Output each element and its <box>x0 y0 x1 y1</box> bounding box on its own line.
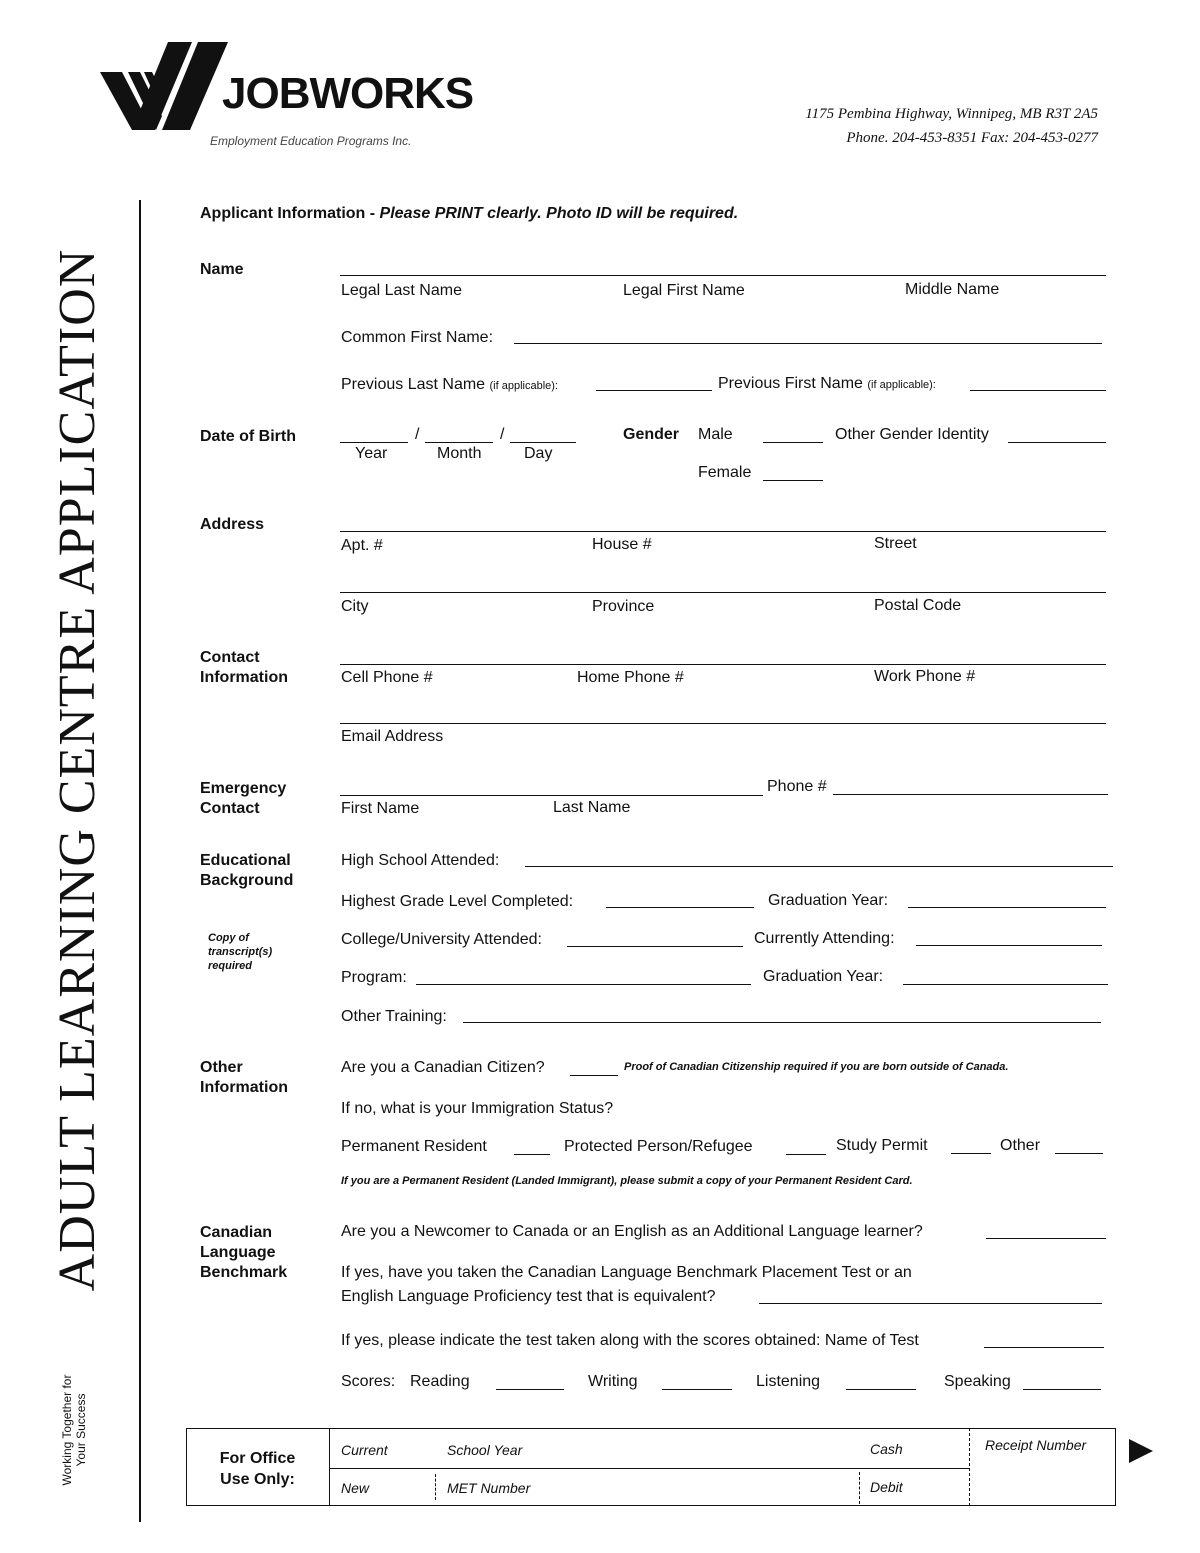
speaking-score-field[interactable] <box>1023 1389 1101 1390</box>
office-use-divider-v4 <box>435 1474 436 1500</box>
other-training-field[interactable] <box>463 1022 1101 1023</box>
street-label: Street <box>874 535 917 552</box>
scores-label: Scores: <box>341 1373 396 1390</box>
previous-first-name-label: Previous First Name (if applicable): <box>718 375 936 392</box>
email-field[interactable] <box>340 723 1106 724</box>
name-section-label: Name <box>200 261 244 278</box>
high-school-field[interactable] <box>525 866 1113 867</box>
dob-month-label: Month <box>437 445 482 462</box>
address-section-label: Address <box>200 516 265 533</box>
office-use-divider-h <box>329 1468 969 1469</box>
side-title: ADULT LEARNING CENTRE APPLICATION <box>49 248 106 1292</box>
graduation-year-field-1[interactable] <box>908 907 1106 908</box>
gender-other-label: Other Gender Identity <box>835 426 989 443</box>
contact-section-label: Contact Information <box>200 649 288 686</box>
gender-female-label: Female <box>698 464 752 481</box>
gender-label: Gender <box>623 426 680 443</box>
office-current-label: Current <box>341 1442 388 1458</box>
clb-test-question-line-1: If yes, have you taken the Canadian Language Benchmark Placement Test or an <box>341 1264 912 1281</box>
dob-day-field[interactable] <box>510 442 576 443</box>
logo-subtitle: Employment Education Programs Inc. <box>210 134 412 148</box>
apt-label: Apt. # <box>341 537 383 554</box>
previous-last-name-field[interactable] <box>596 390 712 391</box>
address-line-2-field[interactable] <box>340 592 1106 593</box>
permanent-resident-note: If you are a Permanent Resident (Landed Immigrant), please submit a copy of your Permanent Resident Card. <box>341 1175 913 1187</box>
province-label: Province <box>592 598 655 615</box>
college-field[interactable] <box>567 946 743 947</box>
name-input-line[interactable] <box>340 275 1106 276</box>
office-receipt-label: Receipt Number <box>985 1437 1087 1453</box>
postal-code-label: Postal Code <box>874 597 962 614</box>
protected-person-field[interactable] <box>786 1154 826 1155</box>
writing-label: Writing <box>588 1373 638 1390</box>
clb-test-field[interactable] <box>759 1303 1102 1304</box>
reading-label: Reading <box>410 1373 470 1390</box>
dob-month-field[interactable] <box>425 442 493 443</box>
emergency-phone-label: Phone # <box>767 778 827 795</box>
middle-name-label: Middle Name <box>905 281 1000 298</box>
dob-year-field[interactable] <box>340 442 408 443</box>
speaking-label: Speaking <box>944 1373 1011 1390</box>
legal-last-name-label: Legal Last Name <box>341 282 462 299</box>
side-rule <box>139 200 141 1522</box>
cell-phone-label: Cell Phone # <box>341 669 433 686</box>
gender-male-label: Male <box>698 426 733 443</box>
form-heading: Applicant Information - Please PRINT clearly. Photo ID will be required. <box>200 205 739 222</box>
phones-field[interactable] <box>340 664 1106 665</box>
logo-mark-icon <box>100 42 235 132</box>
emergency-last-name-label: Last Name <box>553 799 631 816</box>
office-use-divider-v3 <box>859 1472 860 1504</box>
house-label: House # <box>592 536 652 553</box>
listening-label: Listening <box>756 1373 821 1390</box>
program-field[interactable] <box>416 984 751 985</box>
organization-phone: Phone. 204-453-8351 Fax: 204-453-0277 <box>846 130 1098 146</box>
office-school-year-label: School Year <box>447 1442 523 1458</box>
legal-first-name-label: Legal First Name <box>623 282 745 299</box>
emergency-name-field[interactable] <box>340 795 763 796</box>
college-label: College/University Attended: <box>341 931 542 948</box>
study-permit-field[interactable] <box>951 1153 991 1154</box>
test-name-field[interactable] <box>984 1347 1104 1348</box>
office-new-label: New <box>341 1480 370 1496</box>
newcomer-question: Are you a Newcomer to Canada or an English as an Additional Language learner? <box>341 1223 923 1240</box>
dob-section-label: Date of Birth <box>200 428 296 445</box>
clb-test-question-line-2: English Language Proficiency test that is equivalent? <box>341 1288 716 1305</box>
study-permit-label: Study Permit <box>836 1137 928 1154</box>
organization-address: 1175 Pembina Highway, Winnipeg, MB R3T 2A5 <box>805 106 1098 122</box>
graduation-year-label-1: Graduation Year: <box>768 892 889 909</box>
side-tagline: Working Together for Your Success <box>60 1374 88 1486</box>
previous-first-name-field[interactable] <box>970 390 1106 391</box>
dob-slash-2: / <box>500 426 505 443</box>
highest-grade-label: Highest Grade Level Completed: <box>341 893 574 910</box>
address-line-1-field[interactable] <box>340 531 1106 532</box>
citizen-question: Are you a Canadian Citizen? <box>341 1059 545 1076</box>
dob-slash-1: / <box>415 426 420 443</box>
common-first-name-field[interactable] <box>514 343 1102 344</box>
logo-text: JOBWORKS <box>222 69 474 118</box>
high-school-label: High School Attended: <box>341 852 500 869</box>
citizen-field[interactable] <box>570 1075 618 1076</box>
office-use-label: For Office Use Only: <box>219 1450 296 1488</box>
emergency-phone-field[interactable] <box>833 794 1108 795</box>
other-training-label: Other Training: <box>341 1008 447 1025</box>
reading-score-field[interactable] <box>496 1389 564 1390</box>
email-label: Email Address <box>341 728 444 745</box>
previous-last-name-label: Previous Last Name (if applicable): <box>341 376 558 393</box>
permanent-resident-field[interactable] <box>514 1154 550 1155</box>
work-phone-label: Work Phone # <box>874 668 976 685</box>
permanent-resident-label: Permanent Resident <box>341 1138 487 1155</box>
home-phone-label: Home Phone # <box>577 669 684 686</box>
office-met-label: MET Number <box>447 1480 531 1496</box>
city-label: City <box>341 598 369 615</box>
immigration-status-question: If no, what is your Immigration Status? <box>341 1100 614 1117</box>
jobworks-logo <box>100 42 500 152</box>
gender-other-field[interactable] <box>1008 442 1106 443</box>
newcomer-field[interactable] <box>986 1238 1106 1239</box>
citizen-note: Proof of Canadian Citizenship required if you are born outside of Canada. <box>624 1061 1009 1073</box>
listening-score-field[interactable] <box>846 1389 916 1390</box>
clb-section-label: Canadian Language Benchmark <box>200 1224 288 1281</box>
office-cash-label: Cash <box>870 1441 903 1457</box>
office-debit-label: Debit <box>870 1479 903 1495</box>
graduation-year-label-2: Graduation Year: <box>763 968 884 985</box>
other-status-label: Other <box>1000 1137 1041 1154</box>
transcript-note: Copy of transcript(s) required <box>208 932 273 972</box>
emergency-section-label: Emergency Contact <box>200 780 287 817</box>
other-info-section-label: Other Information <box>200 1059 288 1096</box>
office-use-divider-v1 <box>329 1428 330 1506</box>
graduation-year-field-2[interactable] <box>903 984 1108 985</box>
program-label: Program: <box>341 969 407 986</box>
test-name-question: If yes, please indicate the test taken along with the scores obtained: Name of Test <box>341 1332 919 1349</box>
currently-attending-field[interactable] <box>916 945 1102 946</box>
writing-score-field[interactable] <box>662 1389 732 1390</box>
office-use-divider-v2 <box>969 1428 970 1506</box>
emergency-first-name-label: First Name <box>341 800 420 817</box>
highest-grade-field[interactable] <box>606 907 754 908</box>
protected-person-label: Protected Person/Refugee <box>564 1138 753 1155</box>
other-status-field[interactable] <box>1055 1153 1103 1154</box>
gender-female-field[interactable] <box>763 480 823 481</box>
currently-attending-label: Currently Attending: <box>754 930 895 947</box>
gender-male-field[interactable] <box>763 442 823 443</box>
dob-year-label: Year <box>355 445 388 462</box>
education-section-label: Educational Background <box>200 852 294 889</box>
common-first-name-label: Common First Name: <box>341 329 494 346</box>
dob-day-label: Day <box>524 445 553 462</box>
next-page-arrow-icon <box>1127 1437 1155 1465</box>
